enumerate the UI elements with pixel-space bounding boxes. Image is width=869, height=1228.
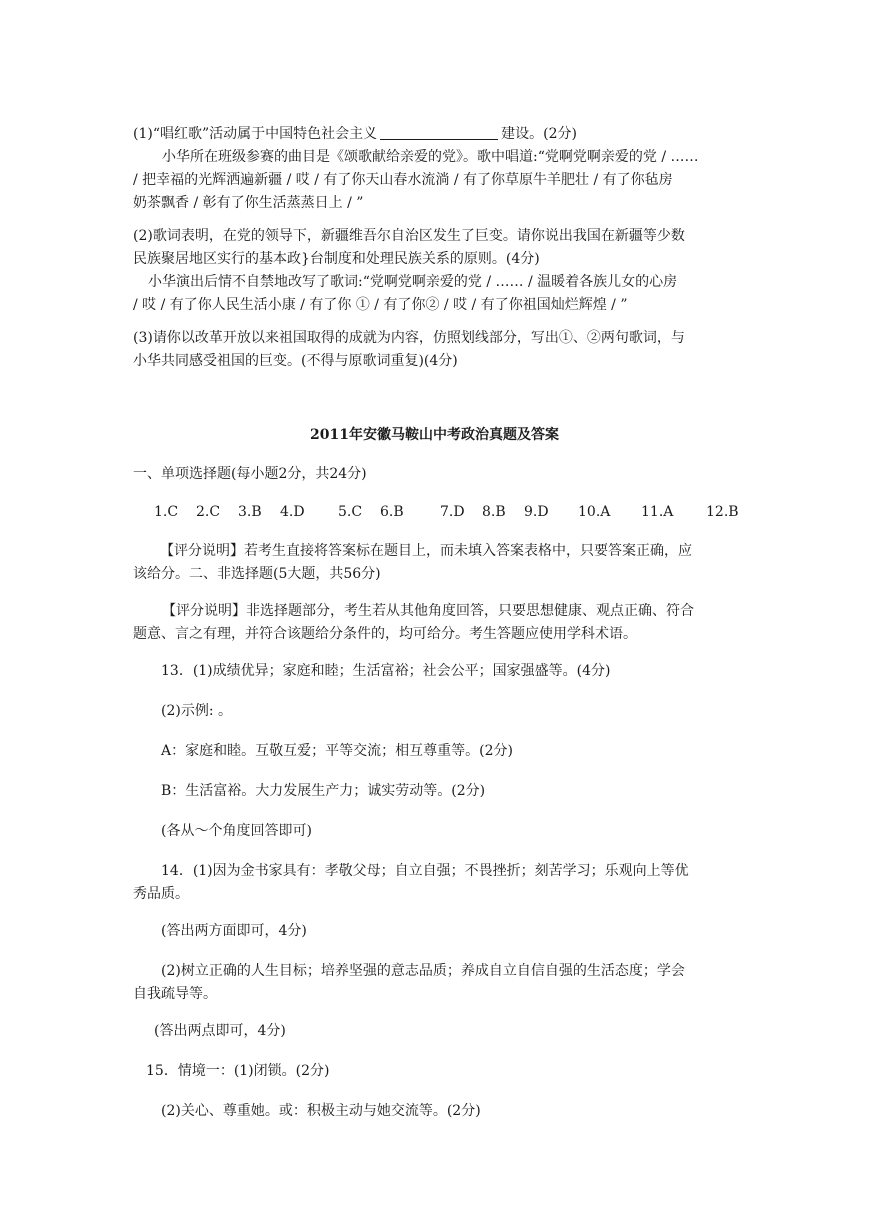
question-1-line xyxy=(133,124,743,144)
song-intro-line: 小华所在班级参赛的曲目是《颂歌献给亲爱的党》。歌中唱道:“党啊党啊亲爱的党 / …… xyxy=(162,149,699,165)
answer-13-a: A：家庭和睦。互敬互爱；平等交流；相互尊重等。(2分) xyxy=(161,743,513,759)
song-lyrics-line: / 把幸福的光辉洒遍新疆 / 哎 / 有了你天山春水流淌 / 有了你草原牛羊肥壮 / 有了你毡房 xyxy=(133,172,673,188)
answer-13-2: (2)示例: 。 xyxy=(161,703,232,719)
scoring-note-1: 【评分说明】若考生直接将答案标在题目上，而未填入答案表格中，只要答案正确，应 xyxy=(160,543,692,559)
scoring-note-2: 题意、言之有理，并符合该题给分条件的，均可给分。考生答题应使用学科术语。 xyxy=(133,626,637,642)
question-2-line: 民族聚居地区实行的基本政}台制度和处理民族关系的原则。(4分) xyxy=(133,251,540,267)
section-1-heading: 一、单项选择题(每小题2分，共24分) xyxy=(133,466,367,482)
answer-item: 10.A xyxy=(578,504,611,520)
answer-item: 6.B xyxy=(380,504,404,520)
answer-14-1: 秀品质。 xyxy=(133,886,189,902)
answer-13-b: B：生活富裕。大力发展生产力；诚实劳动等。(2分) xyxy=(161,783,486,799)
answer-blank[interactable] xyxy=(380,124,498,140)
answer-14-1-note: (答出两方面即可，4分) xyxy=(161,923,307,939)
question-1-text: (1)“唱红歌”活动属于中国特色社会主义 xyxy=(133,126,378,142)
scoring-note-1: 该给分。二、非选择题(5大题，共56分) xyxy=(133,566,381,582)
answer-14-1: 14．(1)因为金书家具有：孝敬父母；自立自强；不畏挫折；刻苦学习；乐观向上等优 xyxy=(161,863,689,879)
scoring-note-2: 【评分说明】非选择题部分，考生若从其他角度回答，只要思想健康、观点正确、符合 xyxy=(162,603,694,619)
adapted-lyrics-line: 小华演出后情不自禁地改写了歌词:“党啊党啊亲爱的党 / …… / 温暖着各族儿女的心房 xyxy=(148,274,678,290)
question-3-line: (3)请你以改革开放以来祖国取得的成就为内容，仿照划线部分，写出①、②两句歌词，与 xyxy=(133,330,685,346)
answer-14-2: 自我疏导等。 xyxy=(133,986,217,1002)
answer-item: 1.C xyxy=(154,504,179,520)
answer-item: 2.C xyxy=(196,504,221,520)
answer-item: 5.C xyxy=(338,504,363,520)
answer-15-1: 15．情境一：(1)闭锁。(2分) xyxy=(146,1063,330,1079)
question-3-line: 小华共同感受祖国的巨变。(不得与原歌词重复)(4分) xyxy=(133,353,458,369)
question-2-line: (2)歌词表明，在党的领导下，新疆维吾尔自治区发生了巨变。请你说出我国在新疆等少数 xyxy=(133,228,685,244)
question-1-suffix: 建设。(2分) xyxy=(501,126,577,142)
song-lyrics-line: 奶茶飘香 / 彰有了你生活蒸蒸日上 / ” xyxy=(133,195,364,211)
adapted-lyrics-line: / 哎 / 有了你人民生活小康 / 有了你 ① / 有了你② / 哎 / 有了你祖国灿烂辉煌 / ” xyxy=(133,297,628,313)
answer-13-note: (各从～个角度回答即可) xyxy=(161,823,312,839)
answer-item: 12.B xyxy=(706,504,739,520)
answer-item: 11.A xyxy=(641,504,674,520)
answer-14-2: (2)树立正确的人生目标；培养坚强的意志品质；养成自立自信自强的生活态度；学会 xyxy=(161,963,685,979)
answer-item: 4.D xyxy=(280,504,305,520)
answer-15-2: (2)关心、尊重她。或：积极主动与她交流等。(2分) xyxy=(161,1103,481,1119)
answer-key-row xyxy=(154,502,754,522)
answer-item: 9.D xyxy=(524,504,549,520)
answer-item: 8.B xyxy=(482,504,506,520)
answer-13-1: 13．(1)成绩优异；家庭和睦；生活富裕；社会公平；国家强盛等。(4分) xyxy=(161,663,611,679)
document-title: 2011年安徽马鞍山中考政治真题及答案 xyxy=(310,427,559,443)
answer-item: 7.D xyxy=(440,504,465,520)
answer-14-2-note: (答出两点即可，4分) xyxy=(154,1023,286,1039)
answer-item: 3.B xyxy=(238,504,262,520)
